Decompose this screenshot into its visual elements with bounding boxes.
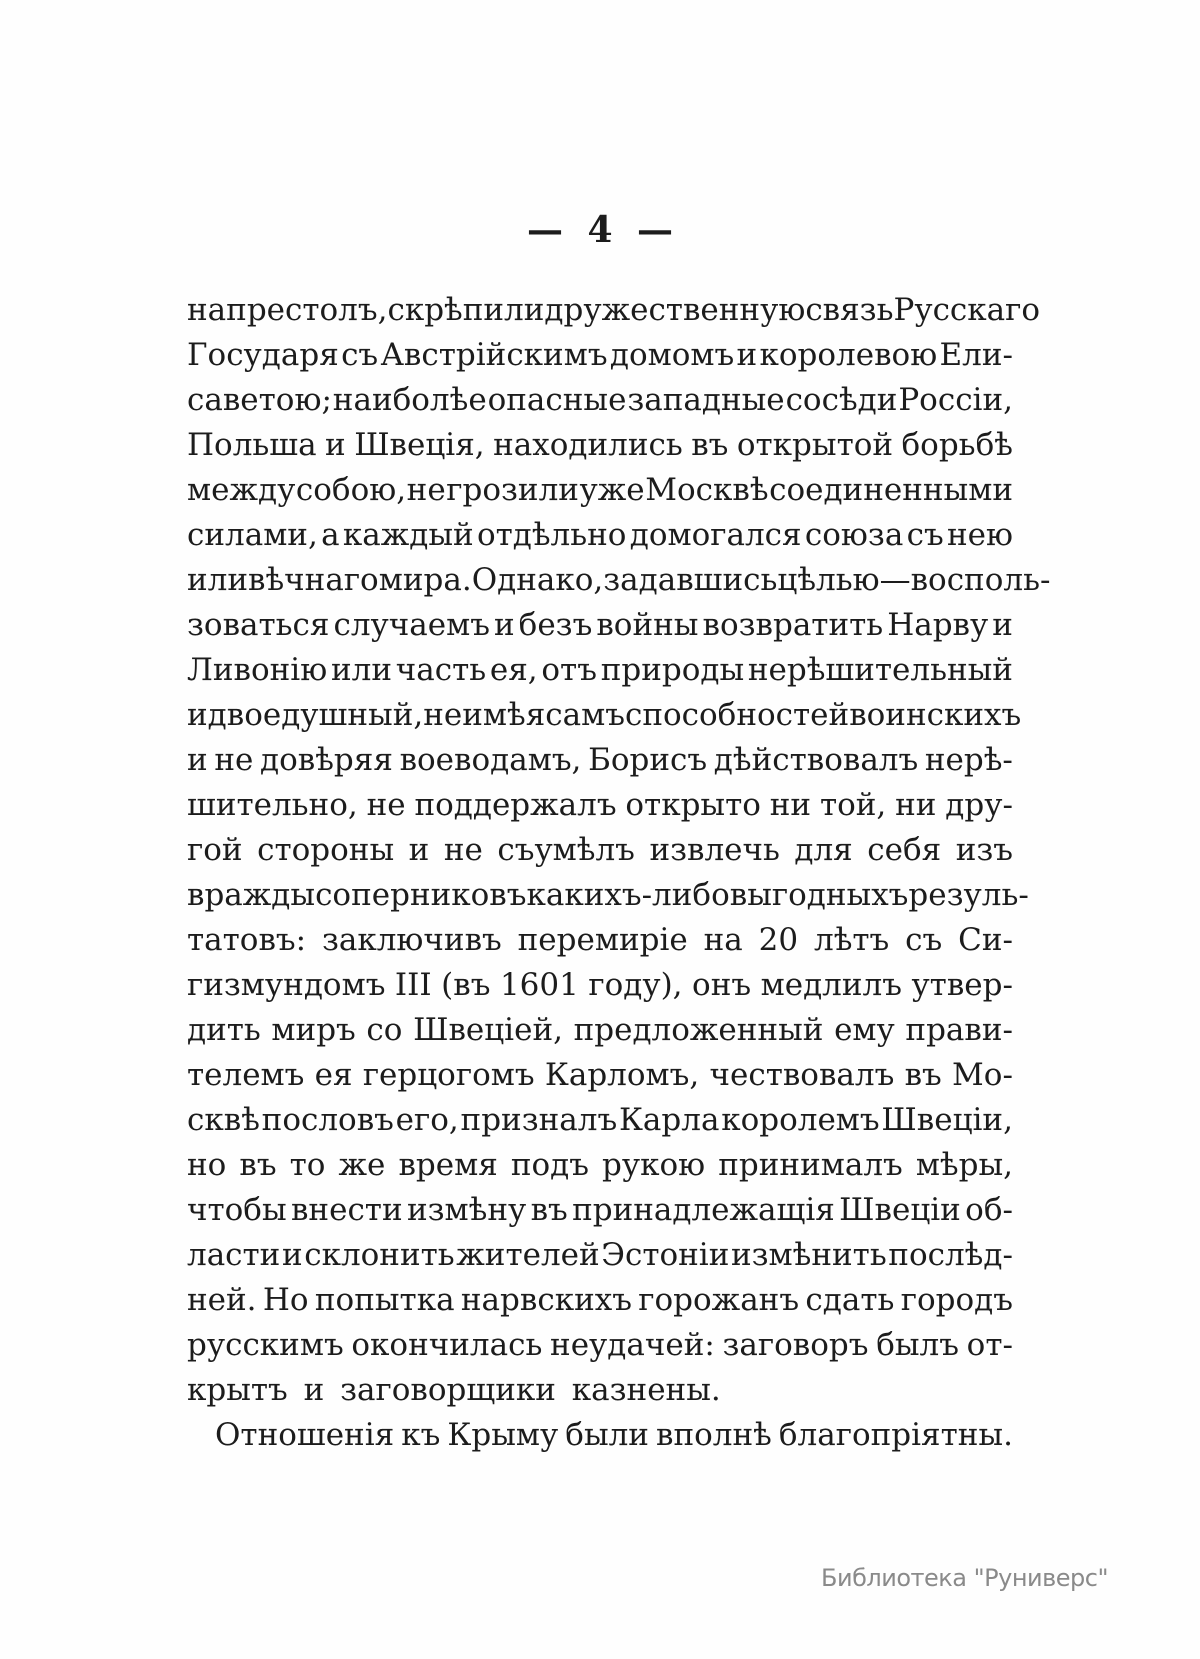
text-line: [187, 558, 1051, 603]
word: борьбѣ: [901, 427, 1013, 463]
word: саветою;: [187, 382, 332, 418]
word: на: [703, 922, 743, 958]
text-line: [187, 873, 1029, 918]
word: лѣтъ: [814, 922, 890, 958]
word: отдѣльно: [476, 517, 627, 553]
word: опасные: [487, 382, 627, 418]
word: дружественную: [544, 292, 806, 328]
word: рукою: [602, 1147, 706, 1183]
word: уже: [579, 472, 645, 508]
word: Отношенія: [215, 1417, 395, 1453]
word: и: [325, 427, 346, 463]
word: отъ: [541, 652, 597, 688]
word: и: [493, 607, 515, 643]
word: домомъ: [609, 337, 735, 373]
word: для: [794, 832, 853, 868]
text-line: [187, 738, 1013, 783]
word: западные: [627, 382, 785, 418]
word: въ: [530, 1192, 568, 1228]
word: или: [187, 562, 249, 598]
word: заключивъ: [321, 922, 502, 958]
word: воинскихъ: [849, 697, 1022, 733]
word: послѣд-: [888, 1237, 1013, 1273]
word: собою,: [295, 472, 407, 508]
word: чествовалъ: [709, 1057, 895, 1093]
word: и: [736, 337, 758, 373]
word: имѣя: [462, 697, 546, 733]
word: от-: [966, 1327, 1013, 1363]
word: часть: [395, 652, 487, 688]
word: двоедушный,: [207, 697, 424, 733]
text-line: [187, 1143, 1013, 1188]
word: Польша: [187, 427, 317, 463]
word: воеводамъ,: [399, 742, 582, 778]
word: задавшись: [603, 562, 778, 598]
word: же: [338, 1147, 386, 1183]
text-line: [215, 1413, 1013, 1458]
word: телемъ: [187, 1057, 305, 1093]
word: Россіи,: [898, 382, 1013, 418]
word: Австрійскимъ: [380, 337, 608, 373]
word: предложенный: [573, 1012, 824, 1048]
word: не: [423, 697, 463, 733]
word: Государя: [187, 337, 339, 373]
word: гизмундомъ: [187, 967, 386, 1003]
word: дру-: [945, 787, 1013, 823]
word: Швеціи: [839, 1192, 961, 1228]
word: войны: [596, 607, 699, 643]
word: изъ: [955, 832, 1013, 868]
word: Однако,: [471, 562, 604, 598]
word: Русскаго: [893, 292, 1041, 328]
text-line: [187, 1098, 1013, 1143]
word: и: [281, 1237, 303, 1273]
word: ея,: [489, 652, 538, 688]
word: перемиріе: [517, 922, 688, 958]
word: но: [187, 1147, 227, 1183]
word: сосѣди: [785, 382, 898, 418]
word: время: [398, 1147, 498, 1183]
text-line: [187, 1233, 1013, 1278]
word: сдать: [805, 1282, 895, 1318]
word: об-: [965, 1192, 1013, 1228]
word: 1601: [499, 967, 579, 1003]
word: цѣлью—восполь-: [777, 562, 1051, 598]
word: безъ: [518, 607, 593, 643]
word: и: [408, 832, 430, 868]
text-line: [187, 1188, 1013, 1233]
text-line: [187, 288, 1041, 333]
word: Швеція,: [354, 427, 485, 463]
word: Борисъ: [588, 742, 708, 778]
word: не: [443, 832, 483, 868]
word: соединенными: [769, 472, 1013, 508]
text-line: [187, 1008, 1013, 1053]
word: герцогомъ: [362, 1057, 535, 1093]
word: случаемъ: [333, 607, 490, 643]
word: благопріятны.: [778, 1417, 1013, 1453]
word: его,: [395, 1102, 459, 1138]
word: не: [214, 742, 254, 778]
word: Си-: [958, 922, 1013, 958]
word: нарвскихъ: [460, 1282, 632, 1318]
word: между: [187, 472, 296, 508]
word: подъ: [510, 1147, 589, 1183]
word: съ: [906, 517, 944, 553]
word: той,: [819, 787, 887, 823]
word: резуль-: [908, 877, 1029, 913]
library-watermark: Библиотека "Руниверс": [821, 1564, 1108, 1592]
word: ласти: [187, 1237, 281, 1273]
word: горожанъ: [638, 1282, 800, 1318]
word: самъ: [545, 697, 625, 733]
text-line: [187, 423, 1013, 468]
word: Ливонію: [187, 652, 328, 688]
word: Нарву: [887, 607, 989, 643]
text-line: [187, 1053, 1013, 1098]
text-line: [187, 333, 1013, 378]
text-line: [187, 468, 1013, 513]
word: себя: [867, 832, 942, 868]
word: не: [366, 787, 406, 823]
word: склонить: [304, 1237, 455, 1273]
text-line: [187, 513, 1013, 558]
word: (въ: [441, 967, 491, 1003]
word: связь: [805, 292, 894, 328]
text-line: [187, 378, 1013, 423]
word: принадлежащія: [572, 1192, 835, 1228]
word: союза: [804, 517, 904, 553]
word: мѣры,: [915, 1147, 1013, 1183]
word: къ: [401, 1417, 441, 1453]
word: неудачей:: [550, 1327, 715, 1363]
word: на: [187, 292, 227, 328]
word: татовъ:: [187, 922, 307, 958]
word: вражды: [187, 877, 316, 913]
word: медлилъ: [760, 967, 902, 1003]
word: утвер-: [911, 967, 1013, 1003]
word: выгодныхъ: [729, 877, 909, 913]
text-line: [187, 603, 1013, 648]
word: въ: [904, 1057, 942, 1093]
word: Ели-: [939, 337, 1013, 373]
word: ея: [314, 1057, 353, 1093]
word: нерѣшительный: [747, 652, 1013, 688]
text-line: крытъ и заговорщики казнены.: [187, 1372, 721, 1408]
word: открыто: [625, 787, 761, 823]
word: русскимъ: [187, 1327, 344, 1363]
word: дѣйствовалъ: [713, 742, 919, 778]
word: окончилась: [351, 1327, 543, 1363]
word: Швеціи,: [881, 1102, 1013, 1138]
word: ней.: [187, 1282, 257, 1318]
word: не: [406, 472, 446, 508]
text-line: [187, 693, 1022, 738]
word: и: [187, 697, 208, 733]
word: а: [321, 517, 340, 553]
word: заговоръ: [722, 1327, 869, 1363]
word: престолъ,: [226, 292, 388, 328]
word: Мо-: [952, 1057, 1013, 1093]
word: онъ: [692, 967, 752, 1003]
text-line: [187, 1323, 1013, 1368]
text-line: [187, 963, 1013, 1008]
word: довѣряя: [260, 742, 393, 778]
word: жителей: [456, 1237, 600, 1273]
word: возвратить: [702, 607, 884, 643]
word: въ: [239, 1147, 277, 1183]
word: королевою: [759, 337, 938, 373]
word: III: [394, 967, 432, 1003]
word: Швеціей,: [413, 1012, 563, 1048]
word: ни: [895, 787, 937, 823]
word: городъ: [900, 1282, 1013, 1318]
word: году),: [588, 967, 683, 1003]
text-block: [187, 288, 1051, 1458]
word: то: [289, 1147, 326, 1183]
text-line: [187, 648, 1013, 693]
word: извлечь: [649, 832, 780, 868]
word: поддержалъ: [414, 787, 617, 823]
word: 20: [758, 922, 799, 958]
word: и: [187, 742, 208, 778]
word: чтобы: [187, 1192, 287, 1228]
word: съ: [341, 337, 379, 373]
word: дить: [187, 1012, 261, 1048]
word: Москвѣ: [645, 472, 769, 508]
word: вѣчнаго: [248, 562, 379, 598]
word: прави-: [905, 1012, 1013, 1048]
word: нею: [946, 517, 1013, 553]
word: мира.: [378, 562, 472, 598]
word: измѣну: [406, 1192, 527, 1228]
word: и: [992, 607, 1013, 643]
word: шительно,: [187, 787, 358, 823]
word: съумѣлъ: [497, 832, 635, 868]
word: или: [330, 652, 392, 688]
page-number: — 4 —: [526, 209, 674, 251]
word: сквѣ: [187, 1102, 260, 1138]
word: Но: [262, 1282, 309, 1318]
word: Карломъ,: [544, 1057, 700, 1093]
word: гой: [187, 832, 243, 868]
word: съ: [905, 922, 943, 958]
word: былъ: [876, 1327, 959, 1363]
word: со: [366, 1012, 403, 1048]
word: призналъ: [460, 1102, 618, 1138]
word: ни: [769, 787, 812, 823]
word: внести: [290, 1192, 403, 1228]
word: стороны: [257, 832, 395, 868]
text-line: [187, 918, 1013, 963]
word: Крыму: [447, 1417, 559, 1453]
word: соперниковъ: [315, 877, 527, 913]
word: какихъ-либо: [526, 877, 730, 913]
word: пословъ: [261, 1102, 394, 1138]
word: находились: [493, 427, 683, 463]
word: принималъ: [718, 1147, 903, 1183]
text-line: [187, 783, 1013, 828]
word: домогался: [629, 517, 802, 553]
word: вполнѣ: [656, 1417, 772, 1453]
word: способностей: [624, 697, 850, 733]
word: миръ: [271, 1012, 356, 1048]
word: грозили: [446, 472, 579, 508]
word: зоваться: [187, 607, 330, 643]
word: каждый: [342, 517, 474, 553]
word: Карла: [618, 1102, 720, 1138]
word: ему: [834, 1012, 895, 1048]
word: наиболѣе: [332, 382, 487, 418]
word: скрѣпили: [387, 292, 545, 328]
word: попытка: [314, 1282, 455, 1318]
word: силами,: [187, 517, 318, 553]
word: въ: [691, 427, 729, 463]
word: природы: [600, 652, 745, 688]
word: Эстоніи: [601, 1237, 730, 1273]
text-line: [187, 828, 1013, 873]
word: измѣнить: [730, 1237, 887, 1273]
word: открытой: [736, 427, 894, 463]
word: нерѣ-: [924, 742, 1013, 778]
word: королемъ: [721, 1102, 880, 1138]
word: были: [565, 1417, 649, 1453]
text-line: [187, 1278, 1013, 1323]
